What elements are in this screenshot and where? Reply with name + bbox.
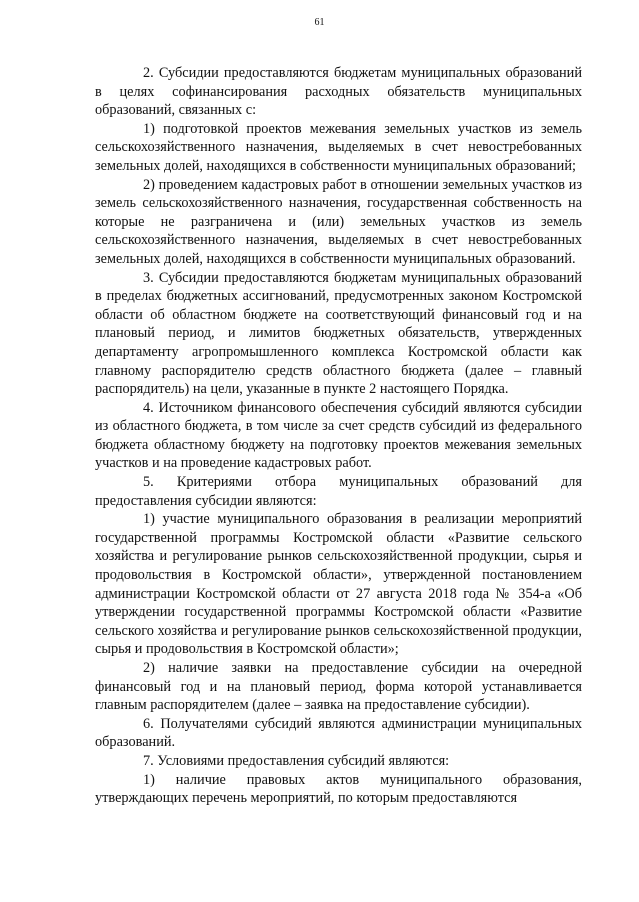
paragraph-2-1-land-survey-projects: 1) подготовкой проектов межевания земельных участков из земель сельскохозяйственного назначения, выделяемых в счет невостребованных земельных долей, находящихся в собственности муниципальных образований; — [95, 120, 582, 174]
document-body — [95, 64, 582, 808]
paragraph-2-2-cadastral-works: 2) проведением кадастровых работ в отношении земельных участков из земель сельскохозяйственного назначения, государственная собственность на которые не разграничена и (или) земельных участков из земель сельскохозяйственного назначения, выделяемых в счет невостребованных земельных долей, находящихся в собственности муниципальных образований. — [95, 176, 582, 267]
paragraph-5-selection-criteria: 5. Критериями отбора муниципальных образований для предоставления субсидии являются: — [95, 474, 582, 509]
paragraph-3-budget-limits: 3. Субсидии предоставляются бюджетам муниципальных образований в пределах бюджетных ассигнований, предусмотренных законом Костромской области об областном бюджете на соответствующий финансовый год и на плановый период, и лимитов бюджетных обязательств, утвержденных департаменту агропромышленного комплекса Костромской области как главному распорядителю средств областного бюджета (далее – главный распорядитель) на цели, указанные в пункте 2 настоящего Порядка. — [95, 269, 582, 398]
paragraph-7-conditions: 7. Условиями предоставления субсидий являются: — [143, 752, 450, 769]
paragraph-5-1-program-participation: 1) участие муниципального образования в реализации мероприятий государственной программы Костромской области «Развитие сельского хозяйства и регулирование рынков сельскохозяйственной продукции, сырья и продовольствия в Костромской области», утвержденной постановлением администрации Костромской области от 27 августа 2018 года № 354-а «Об утверждении государственной программы Костромской области «Развитие сельского хозяйства и регулирование рынков сельскохозяйственной продукции, сырья и продовольствия в Костромской области»; — [95, 511, 582, 658]
paragraph-6-recipients: 6. Получателями субсидий являются администрации муниципальных образований. — [95, 715, 582, 751]
page-number: 61 — [314, 17, 325, 28]
paragraph-5-2-application: 2) наличие заявки на предоставление субсидии на очередной финансовый год и на плановый период, форма которой устанавливается главным распорядителем (далее – заявка на предоставление субсидии). — [95, 660, 582, 714]
paragraph-7-1-legal-acts: 1) наличие правовых актов муниципального образования, утверждающих перечень мероприятий, по которым предоставляются — [95, 771, 582, 807]
paragraph-2-subsidies-purpose: 2. Субсидии предоставляются бюджетам муниципальных образований в целях софинансирования расходных обязательств муниципальных образований, связанных с: — [95, 65, 582, 119]
paragraph-4-funding-source: 4. Источником финансового обеспечения субсидий являются субсидии из областного бюджета, в том числе за счет средств субсидий из федерального бюджета областному бюджету на подготовку проектов межевания земельных участков и на проведение кадастровых работ. — [95, 399, 582, 472]
